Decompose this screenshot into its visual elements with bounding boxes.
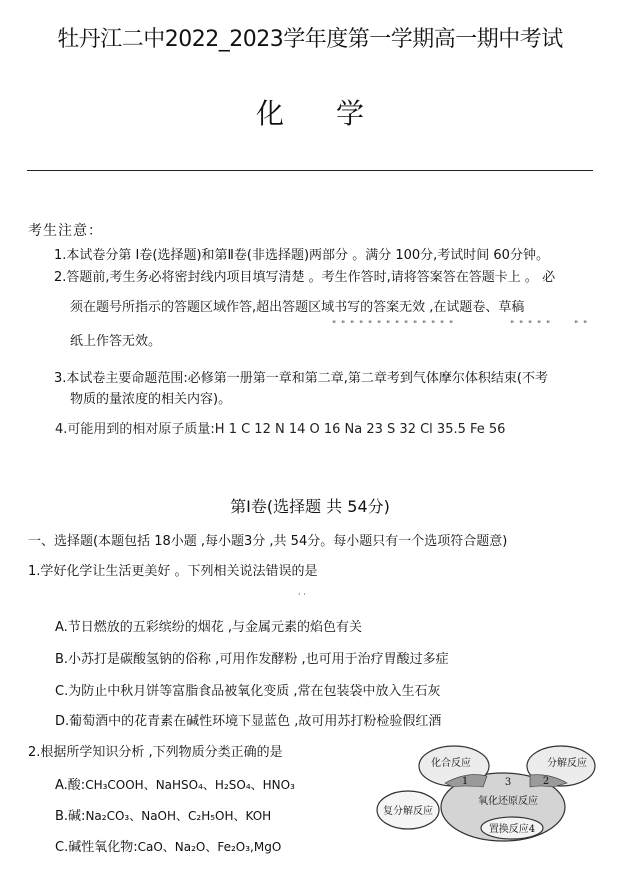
- emphasis-dots: · ·: [298, 590, 306, 599]
- section-instruction: 一、选择题(本题包括 18小题 ,每小题3分 ,共 54分。每小题只有一个选项符合题意): [28, 534, 508, 549]
- emphasis-dots: " " " " " " " " " " " " " ": [332, 320, 455, 330]
- header-divider: [27, 170, 593, 171]
- option-label: B.碱:: [55, 809, 86, 824]
- exam-title: 牡丹江二中2022_2023学年度第一学期高一期中考试: [57, 27, 563, 52]
- question-1-option-a: A.节日燃放的五彩缤纷的烟花 ,与金属元素的焰色有关: [55, 620, 363, 635]
- option-body: Na₂CO₃、NaOH、C₂H₅OH、KOH: [85, 809, 272, 823]
- option-body: CaO、Na₂O、Fe₂O₃,MgO: [137, 840, 282, 854]
- notice-item-2-line-2: 须在题号所指示的答题区域作答,超出答题区域书写的答案无效 ,在试题卷、草稿: [70, 300, 525, 315]
- question-1-option-d: D.葡萄酒中的花青素在碱性环境下显蓝色 ,故可用苏打粉检验假红酒: [55, 714, 442, 729]
- question-2-stem: 2.根据所学知识分析 ,下列物质分类正确的是: [28, 745, 283, 760]
- decomposition-label: 分解反应: [547, 758, 587, 769]
- option-label: A.酸:: [55, 778, 86, 793]
- region-number-2: 2: [542, 776, 550, 787]
- emphasis-dots: " " " " ": [510, 320, 552, 330]
- double-displacement-label: 复分解反应: [383, 806, 433, 817]
- displacement-label: 置换反应4: [488, 824, 536, 835]
- notice-item-4-cropped: 4.可能用到的相对原子质量:H 1 C 12 N 14 O 16 Na 23 S 32 Cl 35.5 Fe 56: [55, 422, 506, 437]
- region-number-3: 3: [504, 777, 512, 788]
- notice-item-3-line-2: 物质的量浓度的相关内容)。: [70, 392, 232, 407]
- notice-item-3-line-1: 3.本试卷主要命题范围:必修第一册第一章和第二章,第二章考到气体摩尔体积结束(不考: [54, 371, 548, 386]
- question-2-option-c: [55, 836, 281, 855]
- subject-title: 化学: [255, 97, 416, 130]
- reaction-classification-diagram: [375, 743, 603, 841]
- option-body: CH₃COOH、NaHSO₄、H₂SO₄、HNO₃: [85, 778, 295, 792]
- region-number-1: 1: [461, 776, 469, 787]
- notice-item-1: 1.本试卷分第 I卷(选择题)和第Ⅱ卷(非选择题)两部分 。满分 100分,考试时间 60分钟。: [54, 248, 549, 263]
- question-2-option-b: [55, 805, 271, 824]
- section-title: 第Ⅰ卷(选择题 共 54分): [230, 497, 390, 516]
- redox-label: 氧化还原反应: [478, 796, 538, 807]
- notice-item-2-line-1: 2.答题前,考生务必将密封线内项目填写清楚 。考生作答时,请将答案答在答题卡上 。 必: [54, 270, 556, 285]
- notice-heading: 考生注意：: [28, 223, 103, 239]
- question-2-option-a: [55, 774, 295, 793]
- question-1-option-c: C.为防止中秋月饼等富脂食品被氧化变质 ,常在包装袋中放入生石灰: [55, 684, 441, 699]
- emphasis-dots: " ": [574, 320, 589, 330]
- question-1-stem: 1.学好化学让生活更美好 。下列相关说法错误的是: [28, 564, 318, 579]
- combination-label: 化合反应: [431, 758, 471, 769]
- option-label: C.碱性氧化物:: [55, 840, 138, 855]
- question-1-option-b: B.小苏打是碳酸氢钠的俗称 ,可用作发酵粉 ,也可用于治疗胃酸过多症: [55, 652, 449, 667]
- notice-item-2-line-3: 纸上作答无效。: [70, 334, 162, 349]
